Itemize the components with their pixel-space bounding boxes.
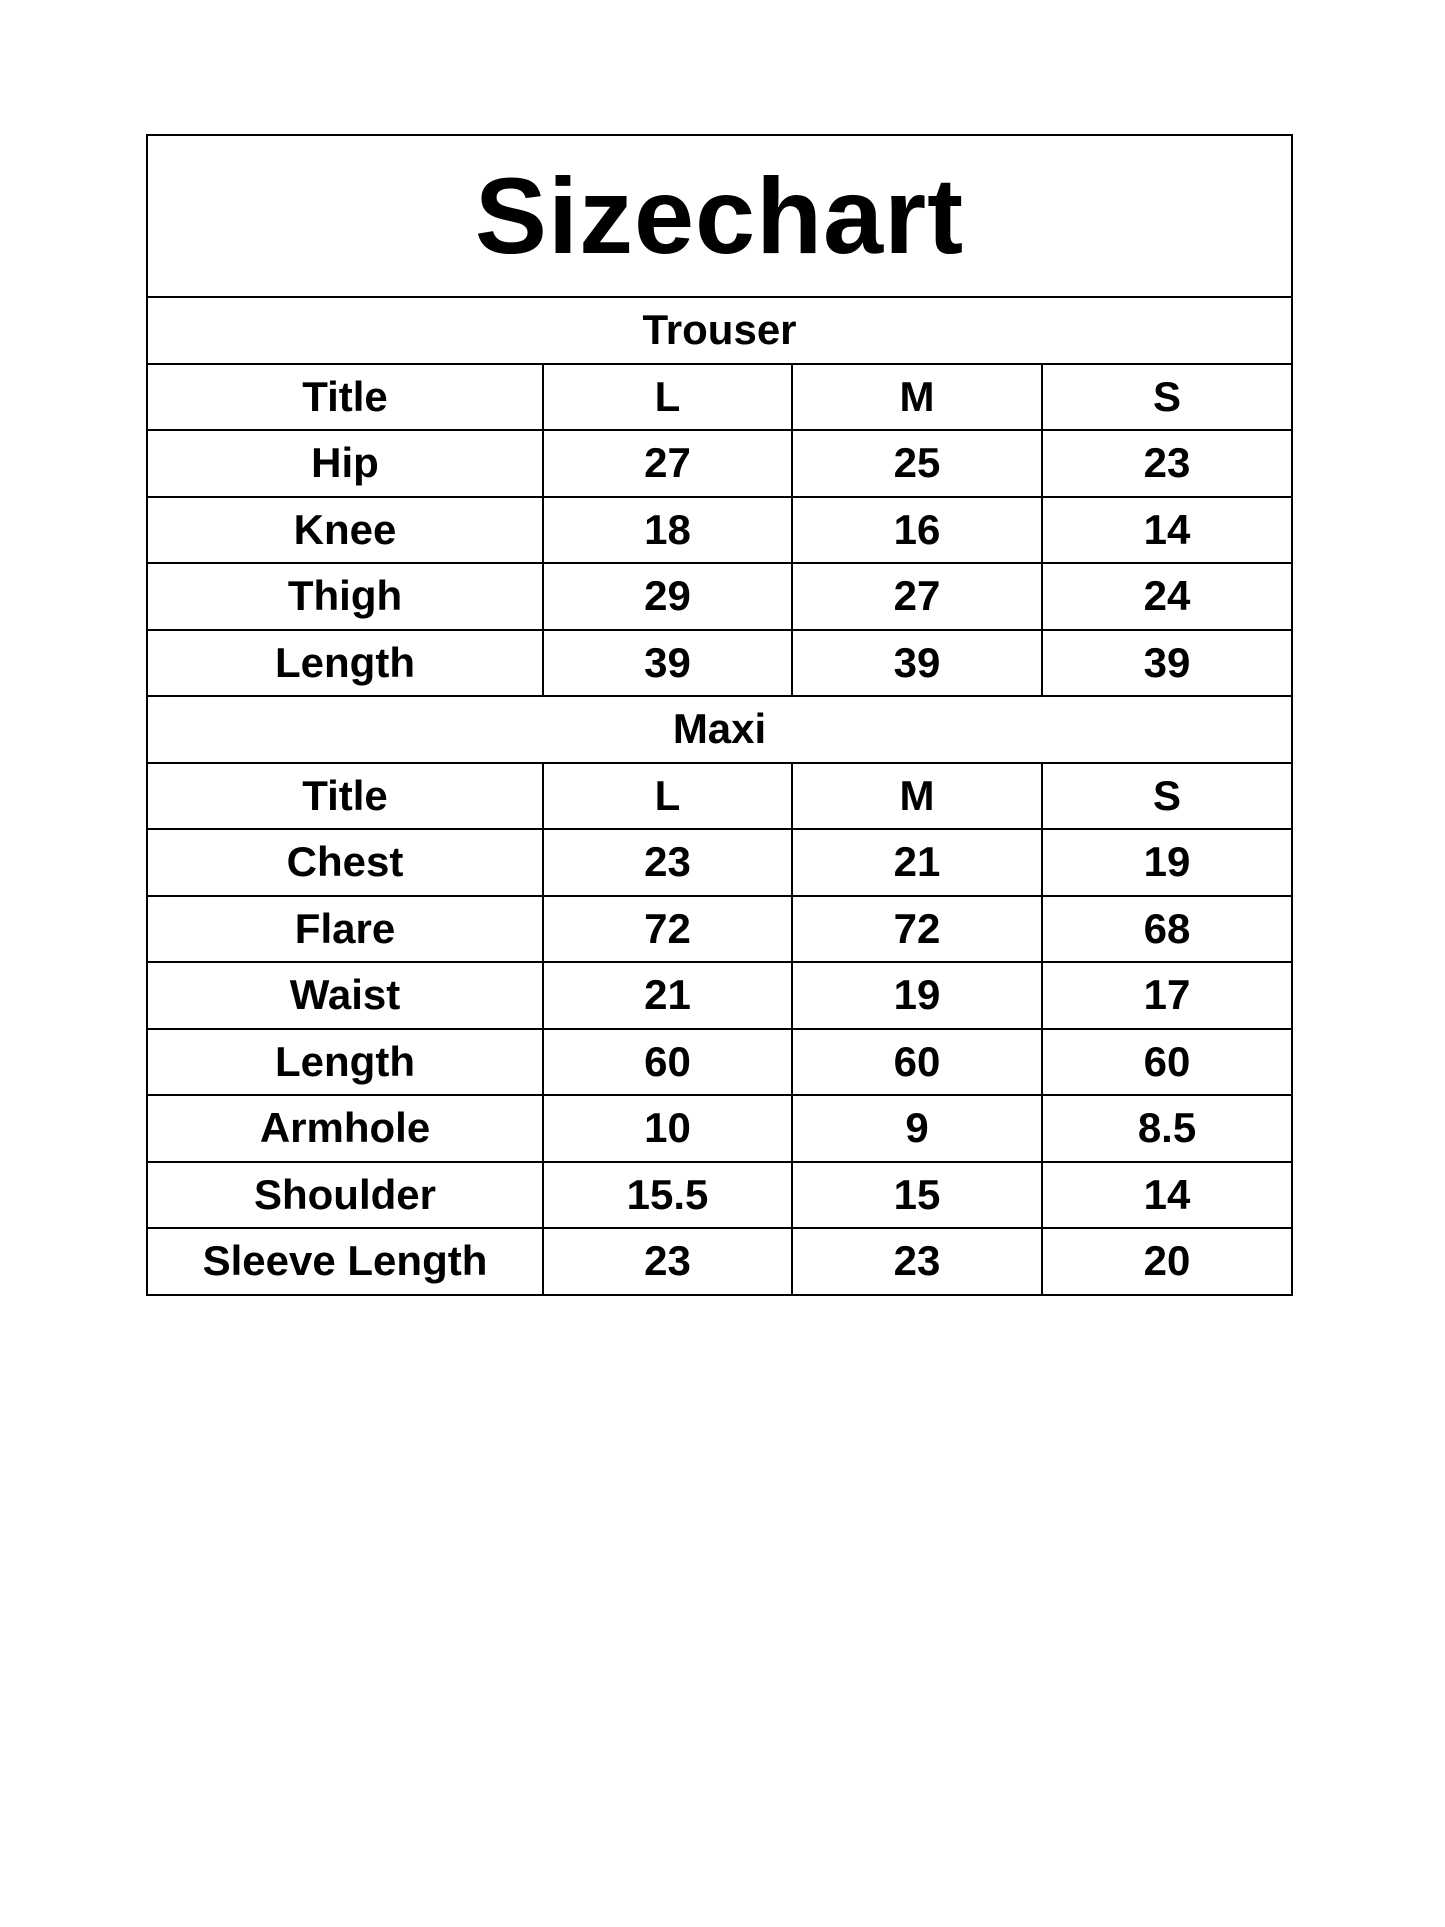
table-row — [147, 1029, 1292, 1096]
table-row — [147, 430, 1292, 497]
table-cell: 16 — [792, 497, 1042, 564]
table-cell: 21 — [543, 962, 792, 1029]
measurement-label: Chest — [147, 829, 543, 896]
table-cell: 23 — [1042, 430, 1292, 497]
table-cell: 15 — [792, 1162, 1042, 1229]
table-row — [147, 896, 1292, 963]
header-cell: Title — [147, 364, 543, 431]
table-cell: 72 — [543, 896, 792, 963]
table-cell: 27 — [792, 563, 1042, 630]
title-row — [147, 135, 1292, 297]
table-cell: 60 — [543, 1029, 792, 1096]
table-row — [147, 563, 1292, 630]
table-cell: 39 — [543, 630, 792, 697]
table-cell: 27 — [543, 430, 792, 497]
measurement-label: Hip — [147, 430, 543, 497]
table-cell: 9 — [792, 1095, 1042, 1162]
table-cell: 23 — [543, 1228, 792, 1295]
section-row-maxi — [147, 696, 1292, 763]
table-cell: 19 — [1042, 829, 1292, 896]
table-cell: 39 — [792, 630, 1042, 697]
measurement-label: Armhole — [147, 1095, 543, 1162]
table-cell: 15.5 — [543, 1162, 792, 1229]
measurement-label: Flare — [147, 896, 543, 963]
table-cell: 18 — [543, 497, 792, 564]
table-cell: 24 — [1042, 563, 1292, 630]
table-cell: 20 — [1042, 1228, 1292, 1295]
measurement-label: Thigh — [147, 563, 543, 630]
table-cell: 25 — [792, 430, 1042, 497]
table-row — [147, 630, 1292, 697]
table-cell: 8.5 — [1042, 1095, 1292, 1162]
table-cell: 72 — [792, 896, 1042, 963]
table-row — [147, 1162, 1292, 1229]
table-cell: 19 — [792, 962, 1042, 1029]
measurement-label: Waist — [147, 962, 543, 1029]
size-chart-table — [146, 134, 1293, 1296]
header-row-trouser — [147, 364, 1292, 431]
page-title: Sizechart — [147, 135, 1292, 297]
table-cell: 68 — [1042, 896, 1292, 963]
header-row-maxi — [147, 763, 1292, 830]
header-cell: S — [1042, 364, 1292, 431]
header-cell: Title — [147, 763, 543, 830]
section-title-maxi: Maxi — [147, 696, 1292, 763]
header-cell: L — [543, 364, 792, 431]
header-cell: M — [792, 763, 1042, 830]
table-row — [147, 1095, 1292, 1162]
table-cell: 21 — [792, 829, 1042, 896]
measurement-label: Sleeve Length — [147, 1228, 543, 1295]
table-cell: 17 — [1042, 962, 1292, 1029]
table-cell: 60 — [1042, 1029, 1292, 1096]
table-cell: 39 — [1042, 630, 1292, 697]
table-cell: 29 — [543, 563, 792, 630]
table-row — [147, 829, 1292, 896]
table-cell: 23 — [792, 1228, 1042, 1295]
measurement-label: Knee — [147, 497, 543, 564]
measurement-label: Shoulder — [147, 1162, 543, 1229]
table-cell: 10 — [543, 1095, 792, 1162]
table-row — [147, 962, 1292, 1029]
header-cell: S — [1042, 763, 1292, 830]
table-row — [147, 497, 1292, 564]
header-cell: L — [543, 763, 792, 830]
table-row — [147, 1228, 1292, 1295]
header-cell: M — [792, 364, 1042, 431]
measurement-label: Length — [147, 1029, 543, 1096]
measurement-label: Length — [147, 630, 543, 697]
section-title-trouser: Trouser — [147, 297, 1292, 364]
table-cell: 60 — [792, 1029, 1042, 1096]
table-cell: 23 — [543, 829, 792, 896]
section-row-trouser — [147, 297, 1292, 364]
table-cell: 14 — [1042, 1162, 1292, 1229]
table-cell: 14 — [1042, 497, 1292, 564]
